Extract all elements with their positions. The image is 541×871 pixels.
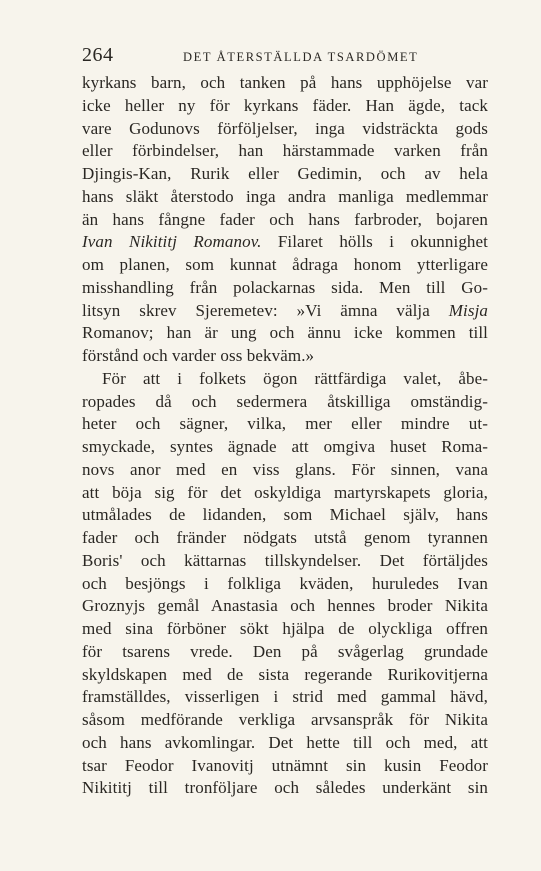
page-number: 264 <box>82 44 114 66</box>
text-line: och besjöngs i folkliga kväden, huruledes Ivan <box>82 573 488 593</box>
text-line: än hans fångne fader och hans farbroder, bojaren <box>82 209 488 229</box>
text-line-romanov <box>82 231 488 254</box>
text-line: skyldskapen med de sista regerande Rurikovitjerna <box>82 664 488 684</box>
text-line: Djingis-Kan, Rurik eller Gedimin, och av hela <box>82 164 488 183</box>
text-line: icke heller ny för kyrkans fäder. Han ägde, tack <box>82 95 488 115</box>
body-text <box>82 72 488 800</box>
text-line: Romanov; han är ung och ännu icke kommen till <box>82 323 488 343</box>
text-line: hans släkt återstodo inga andra manliga medlemmar <box>82 186 488 206</box>
text-line: utmålades de lidanden, som Michael själv, hans <box>82 505 488 525</box>
text-line: att böja sig för det oskyldiga martyrskapets gloria, <box>82 482 488 502</box>
text-line: eller förbindelser, han härstammade varken från <box>82 141 488 161</box>
text-line-misja <box>82 300 488 323</box>
paragraph-start-line: För att i folkets ögon rättfärdiga valet, åbe- <box>102 368 488 388</box>
text-line: om planen, som kunnat ådraga honom ytterligare <box>82 255 488 274</box>
text-line: vare Godunovs förföljelser, inga vidsträckta gods <box>82 118 488 138</box>
text-line: Groznyjs gemål Anastasia och hennes broder Nikita <box>82 596 488 616</box>
italic-name: Ivan Nikititj Romanov. <box>82 232 262 252</box>
text-line: misshandling från polackarnas sida. Men till Go- <box>82 277 488 297</box>
text-line: för tsarens vrede. Den på svågerlag grundade <box>82 641 488 661</box>
text-line: Nikititj till tronföljare och således underkänt sin <box>82 778 488 798</box>
text-line: novs anor med en viss glans. För sinnen, vana <box>82 459 488 479</box>
text-line: Boris' och kättarnas tillskyndelser. Det förtäljdes <box>82 550 488 570</box>
text-fragment: litsyn skrev Sjeremetev: »Vi ämna välja <box>82 300 430 320</box>
text-line: förstånd och varder oss bekväm.» <box>82 346 315 365</box>
text-line: och hans avkomlingar. Det hette till och med, att <box>82 732 488 752</box>
text-line: heter och sägner, vilka, mer eller mindre ut- <box>82 414 488 434</box>
italic-misja: Misja <box>448 300 488 320</box>
text-line: smyckade, syntes ägnade att omgiva huset Roma- <box>82 437 488 456</box>
text-line: kyrkans barn, och tanken på hans upphöjelse var <box>82 73 488 92</box>
text-fragment: Filaret hölls i okunnighet <box>277 232 488 252</box>
text-line: med sina förböner sökt hjälpa de olyckliga offren <box>82 619 488 638</box>
text-line: såsom medförande verkliga arvsanspråk för Nikita <box>82 710 488 729</box>
page-header <box>82 44 488 68</box>
text-line: tsar Feodor Ivanovitj utnämnt sin kusin Feodor <box>82 755 488 775</box>
running-title: DET ÅTERSTÄLLDA TSARDÖMET <box>183 50 419 64</box>
text-line: framställdes, visserligen i strid med gammal hävd, <box>82 687 488 707</box>
text-line: ropades då och sedermera åtskilliga omständig- <box>82 391 488 411</box>
text-line: fader och fränder nödgats utstå genom tyrannen <box>82 528 488 547</box>
